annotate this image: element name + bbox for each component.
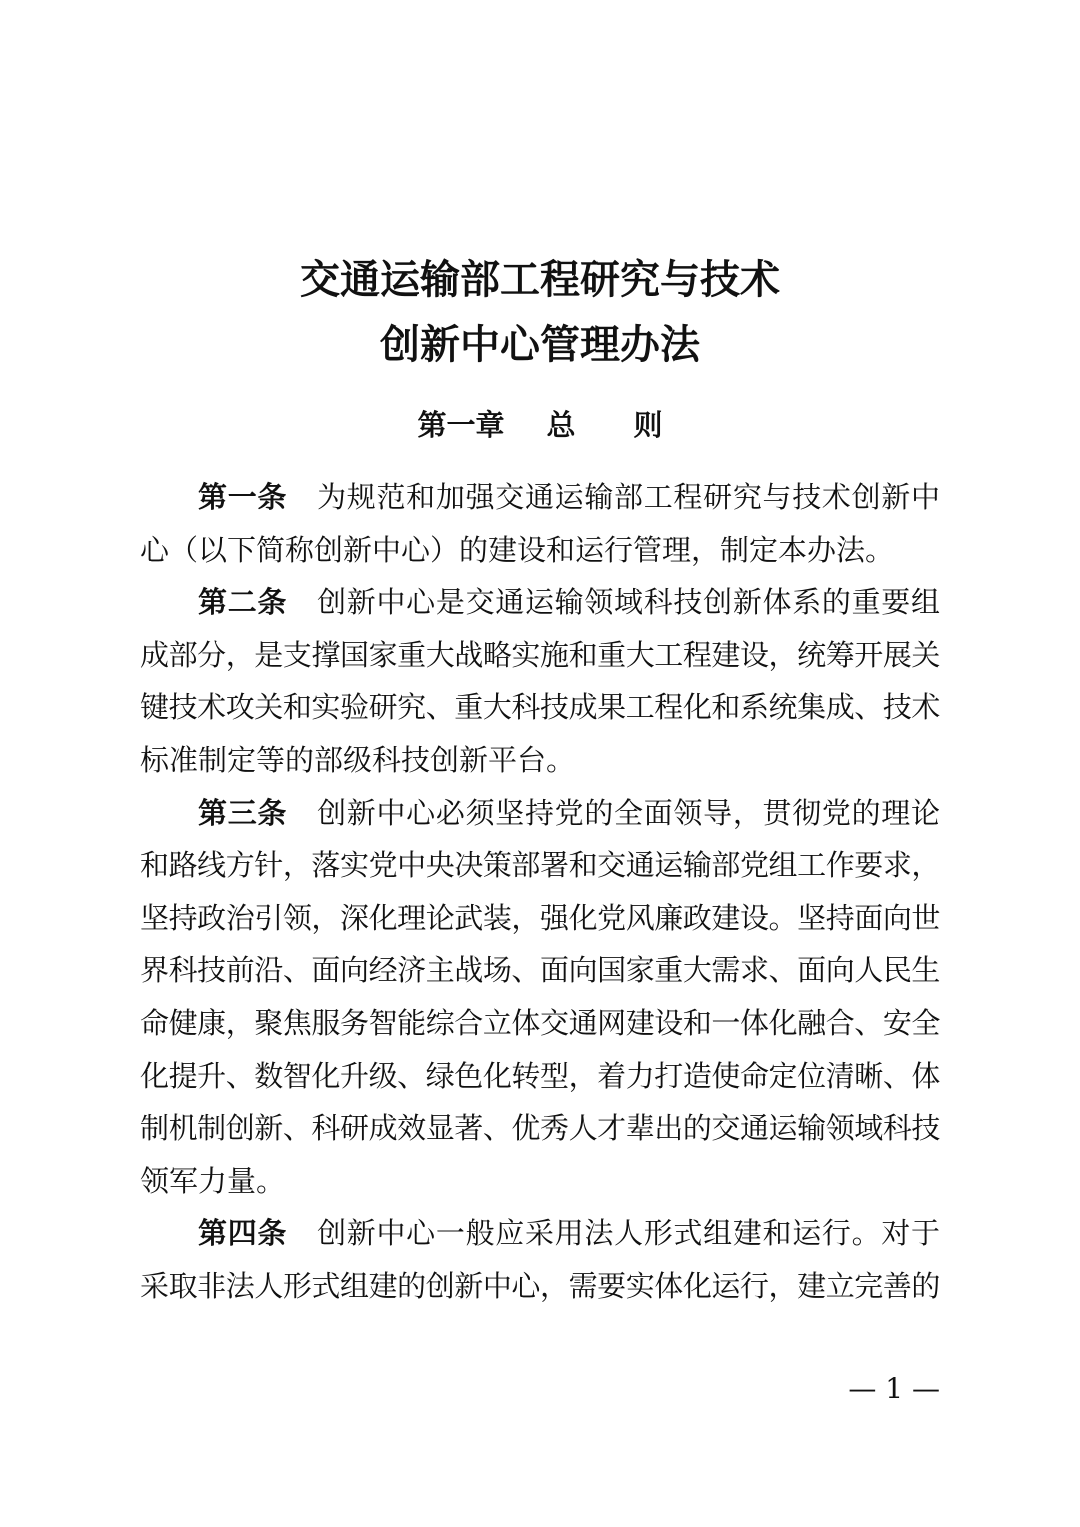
chapter-name-1: 总 bbox=[546, 408, 576, 442]
article-text: 制机制创新、科研成效显著、优秀人才辈出的交通运输领域科技 bbox=[140, 1111, 940, 1146]
article-text: 创新中心一般应采用法人形式组建和运行。对于 bbox=[317, 1216, 940, 1251]
article-line bbox=[140, 1263, 940, 1316]
article-line bbox=[140, 1053, 940, 1106]
article-text: 界科技前沿、面向经济主战场、面向国家重大需求、面向人民生 bbox=[140, 953, 940, 988]
article-text: 领军力量。 bbox=[140, 1163, 286, 1198]
article-text: 键技术攻关和实验研究、重大科技成果工程化和系统集成、技术 bbox=[140, 690, 940, 725]
chapter-heading bbox=[0, 403, 1080, 444]
article-line bbox=[140, 1210, 940, 1263]
article-line bbox=[140, 474, 940, 527]
document-title-line-2: 创新中心管理办法 bbox=[380, 321, 700, 368]
article-text: 坚持政治引领，深化理论武装，强化党风廉政建设。坚持面向世 bbox=[140, 900, 940, 935]
article-line bbox=[140, 527, 940, 580]
article-line bbox=[140, 895, 940, 948]
chapter-number: 第一章 bbox=[417, 408, 505, 442]
article-line bbox=[140, 1105, 940, 1158]
article-text: 命健康，聚焦服务智能综合立体交通网建设和一体化融合、安全 bbox=[140, 1005, 940, 1040]
article-line bbox=[140, 842, 940, 895]
article-label: 第四条 bbox=[198, 1216, 288, 1251]
article-text: 心（以下简称创新中心）的建设和运行管理，制定本办法。 bbox=[140, 532, 895, 567]
article-text: 采取非法人形式组建的创新中心，需要实体化运行，建立完善的 bbox=[140, 1268, 940, 1303]
article-line bbox=[140, 1158, 940, 1211]
article-label: 第一条 bbox=[198, 480, 288, 514]
article-text: 创新中心必须坚持党的全面领导，贯彻党的理论 bbox=[317, 795, 940, 830]
article-line bbox=[140, 790, 940, 843]
article-line bbox=[140, 684, 940, 737]
article-line bbox=[140, 632, 940, 685]
article-text: 化提升、数智化升级、绿色化转型，着力打造使命定位清晰、体 bbox=[140, 1058, 940, 1093]
page-number: — 1 — bbox=[848, 1372, 940, 1405]
article-line bbox=[140, 947, 940, 1000]
article-text: 和路线方针，落实党中央决策部署和交通运输部党组工作要求， bbox=[140, 848, 940, 883]
chapter-name-2: 则 bbox=[633, 408, 663, 442]
article-line bbox=[140, 737, 940, 790]
article-text: 为规范和加强交通运输部工程研究与技术创新中 bbox=[317, 480, 940, 514]
article-label: 第二条 bbox=[198, 585, 288, 620]
article-text: 成部分，是支撑国家重大战略实施和重大工程建设，统筹开展关 bbox=[140, 637, 940, 672]
article-text: 标准制定等的部级科技创新平台。 bbox=[140, 742, 576, 777]
document-title-line-1: 交通运输部工程研究与技术 bbox=[300, 256, 780, 303]
article-label: 第三条 bbox=[198, 795, 288, 830]
article-line bbox=[140, 579, 940, 632]
article-line bbox=[140, 1000, 940, 1053]
document-body bbox=[140, 474, 940, 1316]
article-text: 创新中心是交通运输领域科技创新体系的重要组 bbox=[317, 585, 940, 620]
